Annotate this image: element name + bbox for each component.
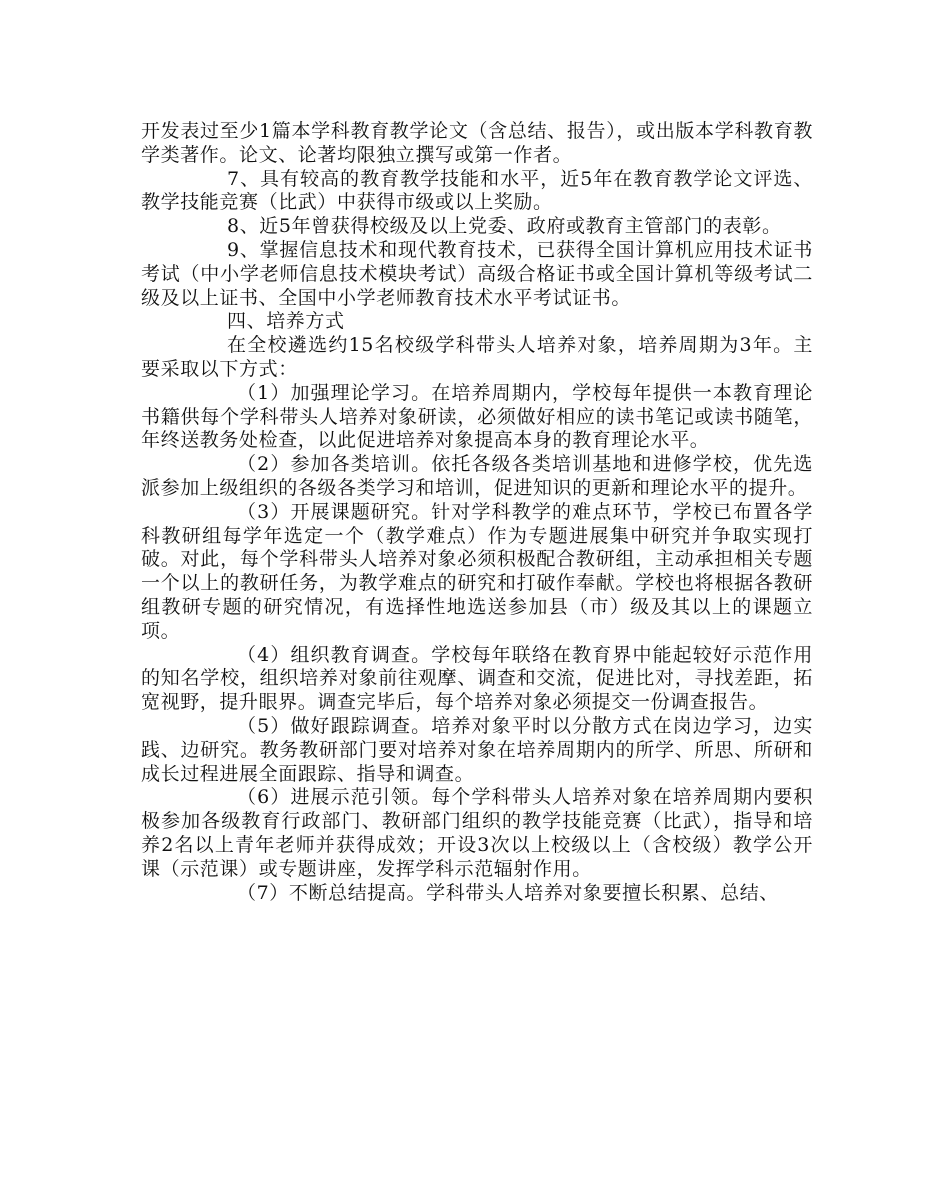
paragraph-method-7: （7）不断总结提高。学科带头人培养对象要擅长积累、总结、 — [237, 881, 779, 904]
document-body — [141, 120, 813, 905]
paragraph-item-8: 8、近5年曾获得校级及以上党委、政府或教育主管部门的表彰。 — [227, 215, 782, 238]
paragraph-publication-requirement: 开发表过至少1篇本学科教育教学论文（含总结、报告），或出版本学科教育教学类著作。论文、论著均限独立撰写或第一作者。 — [141, 120, 813, 166]
paragraph-method-2: （2）参加各类培训。依托各级各类培训基地和进修学校，优先选派参加上级组织的各级各类学习和培训，促进知识的更新和理论水平的提升。 — [141, 453, 813, 499]
paragraph-method-5: （5）做好跟踪调查。培养对象平时以分散方式在岗边学习，边实践、边研究。教务教研部门要对培养对象在培养周期内的所学、所思、所研和成长过程进展全面跟踪、指导和调查。 — [141, 714, 813, 785]
paragraph-method-4: （4）组织教育调查。学校每年联络在教育界中能起较好示范作用的知名学校，组织培养对象前往观摩、调查和交流，促进比对，寻找差距，拓宽视野，提升眼界。调查完毕后，每个培养对象必须提交一份调查报告。 — [141, 643, 813, 714]
paragraph-method-1: （1）加强理论学习。在培养周期内，学校每年提供一本教育理论书籍供每个学科带头人培养对象研读，必须做好相应的读书笔记或读书随笔，年终送教务处检查，以此促进培养对象提高本身的教育理论水平。 — [141, 381, 813, 452]
paragraph-selection-intro: 在全校遴选约15名校级学科带头人培养对象，培养周期为3年。主要采取以下方式： — [141, 334, 813, 380]
paragraph-method-3: （3）开展课题研究。针对学科教学的难点环节，学校已布置各学科教研组每学年选定一个（教学难点）作为专题进展集中研究并争取实现打破。对此，每个学科带头人培养对象必须积极配合教研组，主动承担相关专题一个以上的教研任务，为教学难点的研究和打破作奉献。学校也将根据各教研组教研专题的研究情况，有选择性地选送参加县（市）级及其以上的课题立项。 — [141, 500, 813, 642]
paragraph-item-7: 7、具有较高的教育教学技能和水平，近5年在教育教学论文评选、教学技能竞赛（比武）中获得市级或以上奖励。 — [141, 167, 813, 214]
section-heading-training-methods: 四、培养方式 — [227, 310, 345, 333]
paragraph-method-6: （6）进展示范引领。每个学科带头人培养对象在培养周期内要积极参加各级教育行政部门、教研部门组织的教学技能竞赛（比武），指导和培养2名以上青年老师并获得成效；开设3次以上校级以上（含校级）教学公开课（示范课）或专题讲座，发挥学科示范辐射作用。 — [141, 786, 813, 880]
paragraph-item-9: 9、掌握信息技术和现代教育技术，已获得全国计算机应用技术证书考试（中小学老师信息技术模块考试）高级合格证书或全国计算机等级考试二级及以上证书、全国中小学老师教育技术水平考试证书。 — [141, 238, 813, 309]
